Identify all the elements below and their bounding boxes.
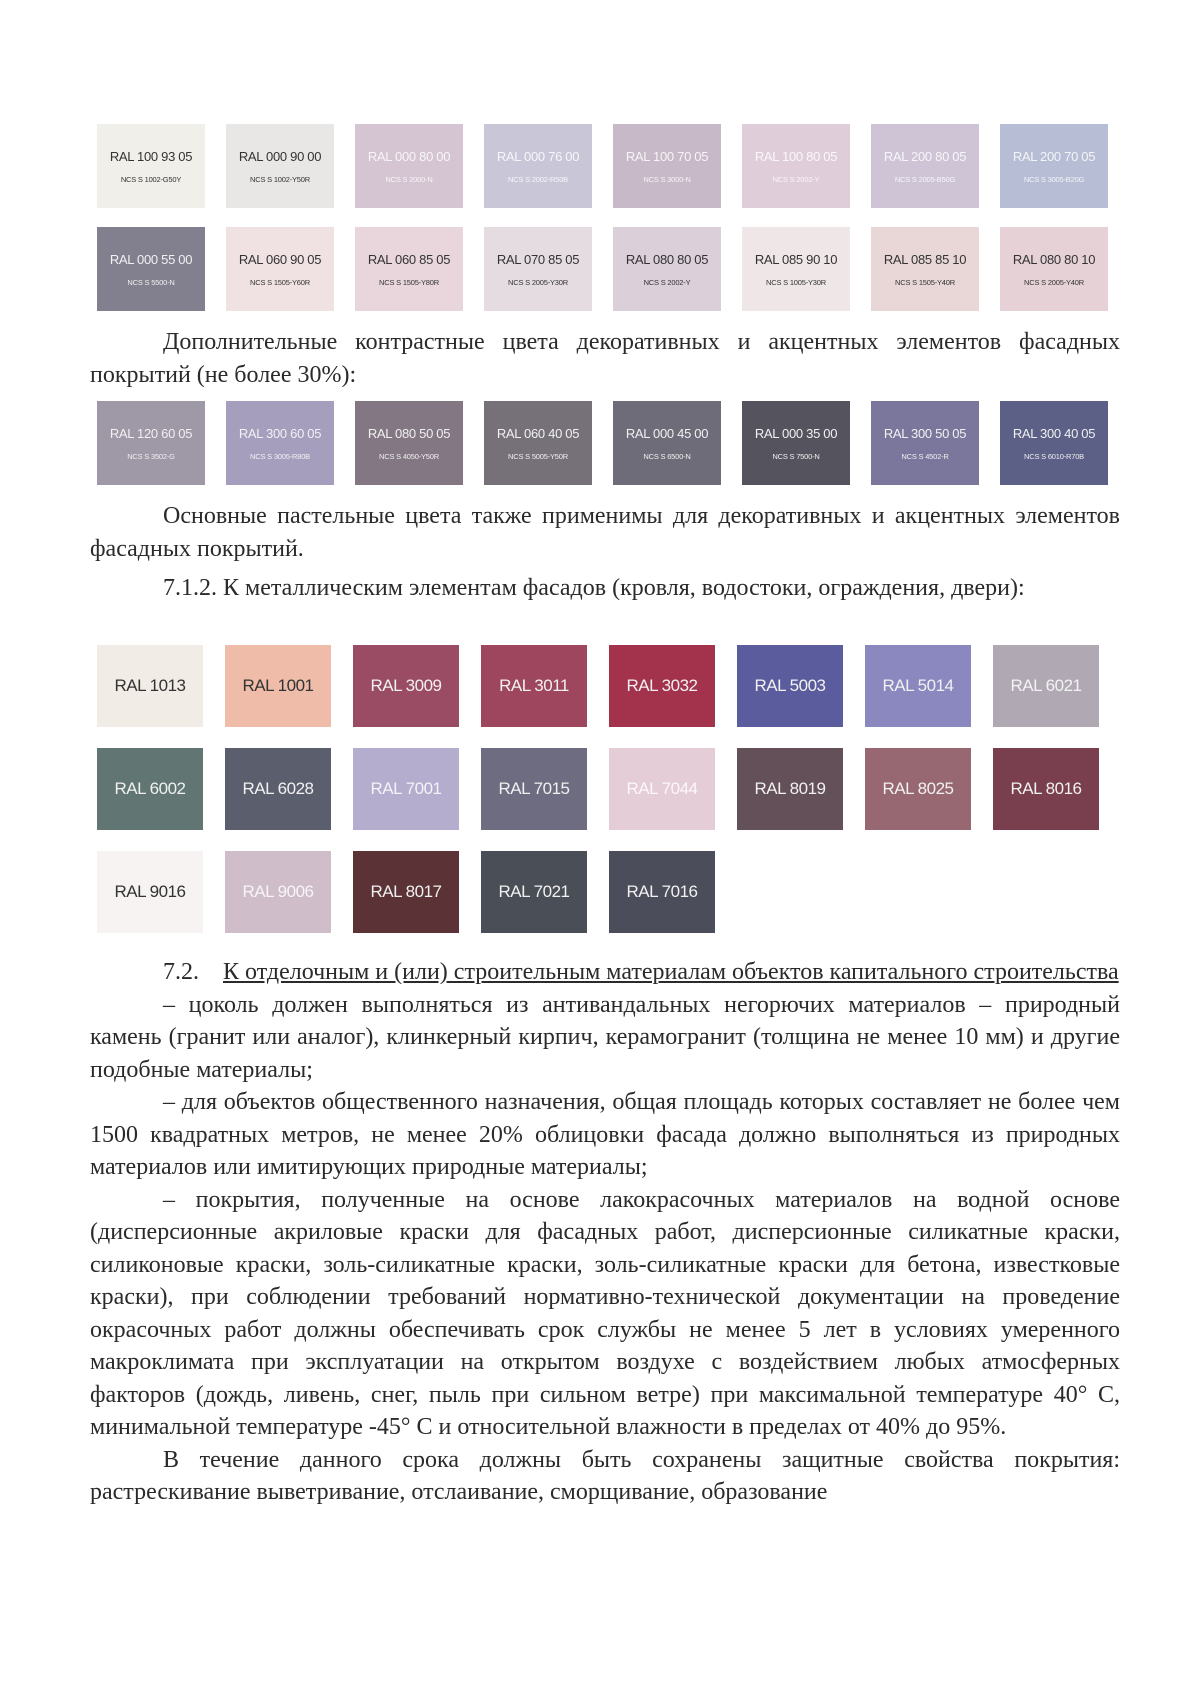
swatch-ncs-code: NCS S 3000-N [643, 174, 691, 184]
color-swatch [993, 748, 1099, 830]
color-swatch [865, 748, 971, 830]
swatch-ncs-code: NCS S 4050-Y50R [379, 451, 439, 461]
swatch-ncs-code: NCS S 1505-Y40R [895, 277, 955, 287]
color-swatch [609, 748, 715, 830]
swatch-ral-code: RAL 8017 [370, 882, 442, 901]
swatch-ral-code: RAL 000 35 00 [754, 425, 838, 441]
swatch-ncs-code: NCS S 1505-Y60R [250, 277, 310, 287]
swatch-ral-code: RAL 7021 [498, 882, 570, 901]
swatch-ral-code: RAL 100 80 05 [754, 148, 838, 164]
swatch-ral-code: RAL 060 40 05 [496, 425, 580, 441]
color-swatch [484, 227, 592, 311]
color-swatch [737, 645, 843, 727]
swatch-ral-code: RAL 085 90 10 [754, 251, 838, 267]
swatch-ral-code: RAL 300 60 05 [238, 425, 322, 441]
color-swatch [484, 401, 592, 485]
swatch-ncs-code: NCS S 1002-Y50R [250, 174, 310, 184]
color-swatch [226, 401, 334, 485]
color-swatch [97, 227, 205, 311]
swatch-ral-code: RAL 9006 [242, 882, 314, 901]
swatch-ncs-code: NCS S 2005-Y40R [1024, 277, 1084, 287]
swatch-ral-code: RAL 060 85 05 [367, 251, 451, 267]
swatch-ral-code: RAL 8016 [1010, 779, 1082, 798]
swatch-ncs-code: NCS S 1505-Y80R [379, 277, 439, 287]
color-swatch [1000, 124, 1108, 208]
swatch-ral-code: RAL 7001 [370, 779, 442, 798]
color-swatch [225, 645, 331, 727]
swatch-ral-code: RAL 080 80 05 [625, 251, 709, 267]
paragraph-contrast-colors [90, 326, 1120, 391]
color-swatch [97, 748, 203, 830]
swatch-ral-code: RAL 7016 [626, 882, 698, 901]
color-swatch [871, 227, 979, 311]
color-swatch [355, 401, 463, 485]
color-swatch [613, 401, 721, 485]
swatch-ral-code: RAL 6002 [114, 779, 186, 798]
color-swatch [481, 645, 587, 727]
pastel-swatch-row-1 [97, 124, 1117, 208]
swatch-ral-code: RAL 1013 [114, 676, 186, 695]
swatch-ral-code: RAL 8019 [754, 779, 826, 798]
swatch-ral-code: RAL 9016 [114, 882, 186, 901]
swatch-ncs-code: NCS S 3502-G [127, 451, 175, 461]
color-swatch [225, 851, 331, 933]
swatch-ral-code: RAL 1001 [242, 676, 314, 695]
swatch-ral-code: RAL 200 80 05 [883, 148, 967, 164]
color-swatch [226, 227, 334, 311]
swatch-ral-code: RAL 000 80 00 [367, 148, 451, 164]
swatch-ral-code: RAL 000 55 00 [109, 251, 193, 267]
swatch-ral-code: RAL 7044 [626, 779, 698, 798]
swatch-ncs-code: NCS S 5005-Y50R [508, 451, 568, 461]
swatch-ncs-code: NCS S 1002-G50Y [120, 174, 182, 184]
swatch-ral-code: RAL 3011 [499, 676, 569, 695]
swatch-ral-code: RAL 3009 [370, 676, 442, 695]
swatch-ncs-code: NCS S 2002-Y [643, 277, 691, 287]
color-swatch [481, 851, 587, 933]
swatch-ral-code: RAL 085 85 10 [883, 251, 967, 267]
swatch-ncs-code: NCS S 2005-Y30R [508, 277, 568, 287]
section-7-2 [90, 956, 1120, 1509]
color-swatch [97, 401, 205, 485]
paragraph-service-period: В течение данного срока должны быть сохранены защитные свойства покрытия: растрескивание выветривание, отслаивание, сморщивание, образование [90, 1446, 1120, 1505]
section-7-2-heading [90, 956, 1120, 989]
section-7-2-title: К отделочным и (или) строительным материалам объектов капитального строительства [223, 959, 1119, 985]
swatch-ral-code: RAL 7015 [498, 779, 570, 798]
swatch-ral-code: RAL 080 50 05 [367, 425, 451, 441]
color-swatch [1000, 401, 1108, 485]
swatch-ncs-code: NCS S 4502-R [901, 451, 949, 461]
color-swatch [871, 124, 979, 208]
swatch-ral-code: RAL 300 40 05 [1012, 425, 1096, 441]
contrast-colors-text: Дополнительные контрастные цвета декоративных и акцентных элементов фасадных покрытий (не более 30%): [90, 329, 1120, 388]
swatch-ncs-code: NCS S 3005-B20G [1023, 174, 1085, 184]
pastel-also-text: Основные пастельные цвета также применимы для декоративных и акцентных элементов фасадных покрытий. [90, 503, 1120, 562]
swatch-ral-code: RAL 200 70 05 [1012, 148, 1096, 164]
paragraph-pastel-also [90, 500, 1120, 565]
color-swatch [355, 227, 463, 311]
pastel-swatch-row-2 [97, 227, 1117, 311]
swatch-ral-code: RAL 300 50 05 [883, 425, 967, 441]
color-swatch [355, 124, 463, 208]
swatch-ral-code: RAL 000 45 00 [625, 425, 709, 441]
bullet-plinth: – цоколь должен выполняться из антивандальных негорючих материалов – природный камень (гранит или аналог), клинкерный кирпич, керамогранит (толщина не менее 10 мм) и другие подобные материалы; [90, 991, 1120, 1083]
color-swatch [97, 851, 203, 933]
swatch-ncs-code: NCS S 6010-R70B [1024, 451, 1084, 461]
swatch-ral-code: RAL 100 70 05 [625, 148, 709, 164]
swatch-ncs-code: NCS S 2000-N [385, 174, 433, 184]
color-swatch [353, 851, 459, 933]
swatch-ral-code: RAL 060 90 05 [238, 251, 322, 267]
swatch-ral-code: RAL 120 60 05 [109, 425, 193, 441]
swatch-ncs-code: NCS S 1005-Y30R [766, 277, 826, 287]
swatch-ral-code: RAL 070 85 05 [496, 251, 580, 267]
swatch-ral-code: RAL 080 80 10 [1012, 251, 1096, 267]
metal-elements-text: 7.1.2. К металлическим элементам фасадов (кровля, водостоки, ограждения, двери): [163, 575, 1025, 601]
color-swatch [226, 124, 334, 208]
swatch-ral-code: RAL 5003 [754, 676, 826, 695]
swatch-ral-code: RAL 000 90 00 [238, 148, 322, 164]
color-swatch [613, 124, 721, 208]
paragraph-metal-elements [90, 572, 1120, 605]
bullet-coatings: – покрытия, полученные на основе лакокрасочных материалов на водной основе (дисперсионные акриловые краски для фасадных работ, дисперсионные силикатные краски, силиконовые краски, золь-силикатные краски, золь-силикатные краски для бетона, известковые краски), при соблюдении требований нормативно-технической документации на проведение окрасочных работ должны обеспечивать срок службы не менее 5 лет в условиях умеренного макроклимата при эксплуатации на открытом воздухе с воздействием любых атмосферных факторов (дождь, ливень, снег, пыль при сильном ветре) при максимальной температуре 40° С, минимальной температуре -45° С и относительной влажности в пределах от 40% до 95%. [90, 1186, 1120, 1440]
bullet-public-objects: – для объектов общественного назначения, общая площадь которых составляет не более чем 1500 квадратных метров, не менее 20% облицовки фасада должно выполняться из природных материалов или имитирующих природные материалы; [90, 1089, 1120, 1180]
swatch-ral-code: RAL 000 76 00 [496, 148, 580, 164]
swatch-ncs-code: NCS S 2005-B50G [894, 174, 956, 184]
color-swatch [353, 748, 459, 830]
swatch-ral-code: RAL 6021 [1010, 676, 1082, 695]
swatch-ral-code: RAL 8025 [882, 779, 954, 798]
color-swatch [742, 227, 850, 311]
color-swatch [609, 645, 715, 727]
color-swatch [353, 645, 459, 727]
swatch-ncs-code: NCS S 7500-N [772, 451, 820, 461]
swatch-ncs-code: NCS S 3005-R80B [250, 451, 310, 461]
swatch-ncs-code: NCS S 5500-N [127, 277, 175, 287]
color-swatch [742, 124, 850, 208]
swatch-ncs-code: NCS S 2002-Y [772, 174, 820, 184]
swatch-ral-code: RAL 3032 [626, 676, 698, 695]
color-swatch [871, 401, 979, 485]
swatch-ral-code: RAL 100 93 05 [109, 148, 193, 164]
color-swatch [481, 748, 587, 830]
swatch-ral-code: RAL 6028 [242, 779, 314, 798]
color-swatch [97, 645, 203, 727]
metal-swatch-grid [97, 645, 1117, 954]
color-swatch [742, 401, 850, 485]
swatch-ncs-code: NCS S 6500-N [643, 451, 691, 461]
contrast-swatch-row [97, 401, 1117, 485]
color-swatch [865, 645, 971, 727]
color-swatch [737, 748, 843, 830]
color-swatch [484, 124, 592, 208]
color-swatch [993, 645, 1099, 727]
color-swatch [613, 227, 721, 311]
color-swatch [609, 851, 715, 933]
swatch-ncs-code: NCS S 2002-R50B [508, 174, 568, 184]
color-swatch [1000, 227, 1108, 311]
color-swatch [97, 124, 205, 208]
section-7-2-number: 7.2. [163, 959, 199, 985]
swatch-ral-code: RAL 5014 [882, 676, 954, 695]
color-swatch [225, 748, 331, 830]
